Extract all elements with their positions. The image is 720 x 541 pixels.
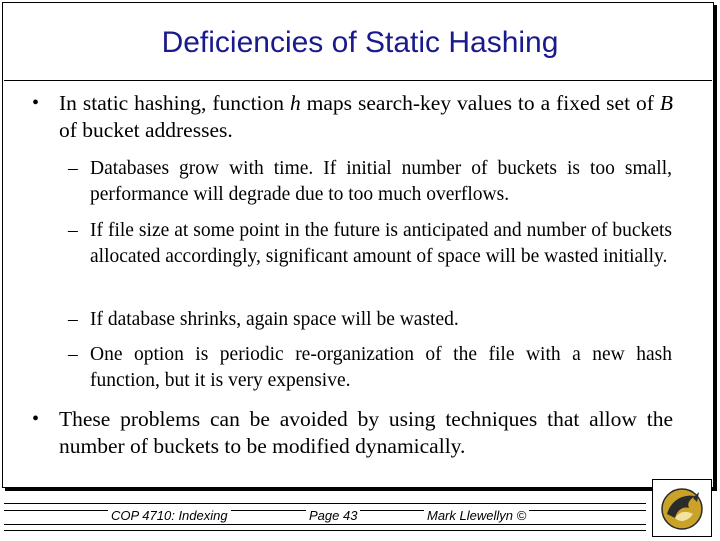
pegasus-logo-icon: [653, 480, 711, 536]
footer-course: COP 4710: Indexing: [108, 508, 231, 523]
subbullet-file-size: [68, 218, 672, 270]
subbullet-marker: –: [68, 220, 78, 241]
subbullet-reorganization: [68, 342, 672, 394]
bullet-static-hashing: [32, 90, 673, 144]
logo-frame: [652, 479, 712, 537]
bullet-marker: •: [32, 92, 40, 114]
bullet-text: of bucket addresses.: [59, 118, 233, 142]
bullet-dynamic-buckets: [32, 406, 673, 460]
bullet-text: These problems can be avoided by using techniques that allow the number of buckets to be modified dynamically.: [59, 407, 673, 458]
subbullet-marker: –: [68, 344, 78, 365]
bullet-text: maps search-key values to a fixed set of: [300, 91, 660, 115]
subbullet-database-shrinks: [68, 307, 672, 333]
footer-page-number: Page 43: [306, 508, 360, 523]
bullet-text-italic: h: [289, 91, 301, 115]
subbullet-text: One option is periodic re-organization of the file with a new hash function, but it is very expensive.: [90, 344, 672, 391]
bullet-marker: •: [32, 408, 40, 430]
subbullet-text: If database shrinks, again space will be wasted.: [90, 309, 459, 330]
slide-title: Deficiencies of Static Hashing: [161, 26, 559, 59]
subbullet-marker: –: [68, 158, 78, 179]
subbullet-text: If file size at some point in the future is anticipated and number of buckets allocated accordingly, significant amount of space will be wasted initially.: [90, 220, 672, 267]
bullet-text-italic: B: [659, 91, 673, 115]
footer-author: Mark Llewellyn ©: [424, 508, 529, 523]
title-divider: [4, 80, 712, 81]
bullet-text: In static hashing, function: [59, 91, 290, 115]
subbullet-text: Databases grow with time. If initial number of buckets is too small, performance will degrade due to too much overflows.: [90, 158, 672, 205]
subbullet-marker: –: [68, 309, 78, 330]
subbullet-databases-grow: [68, 156, 672, 208]
